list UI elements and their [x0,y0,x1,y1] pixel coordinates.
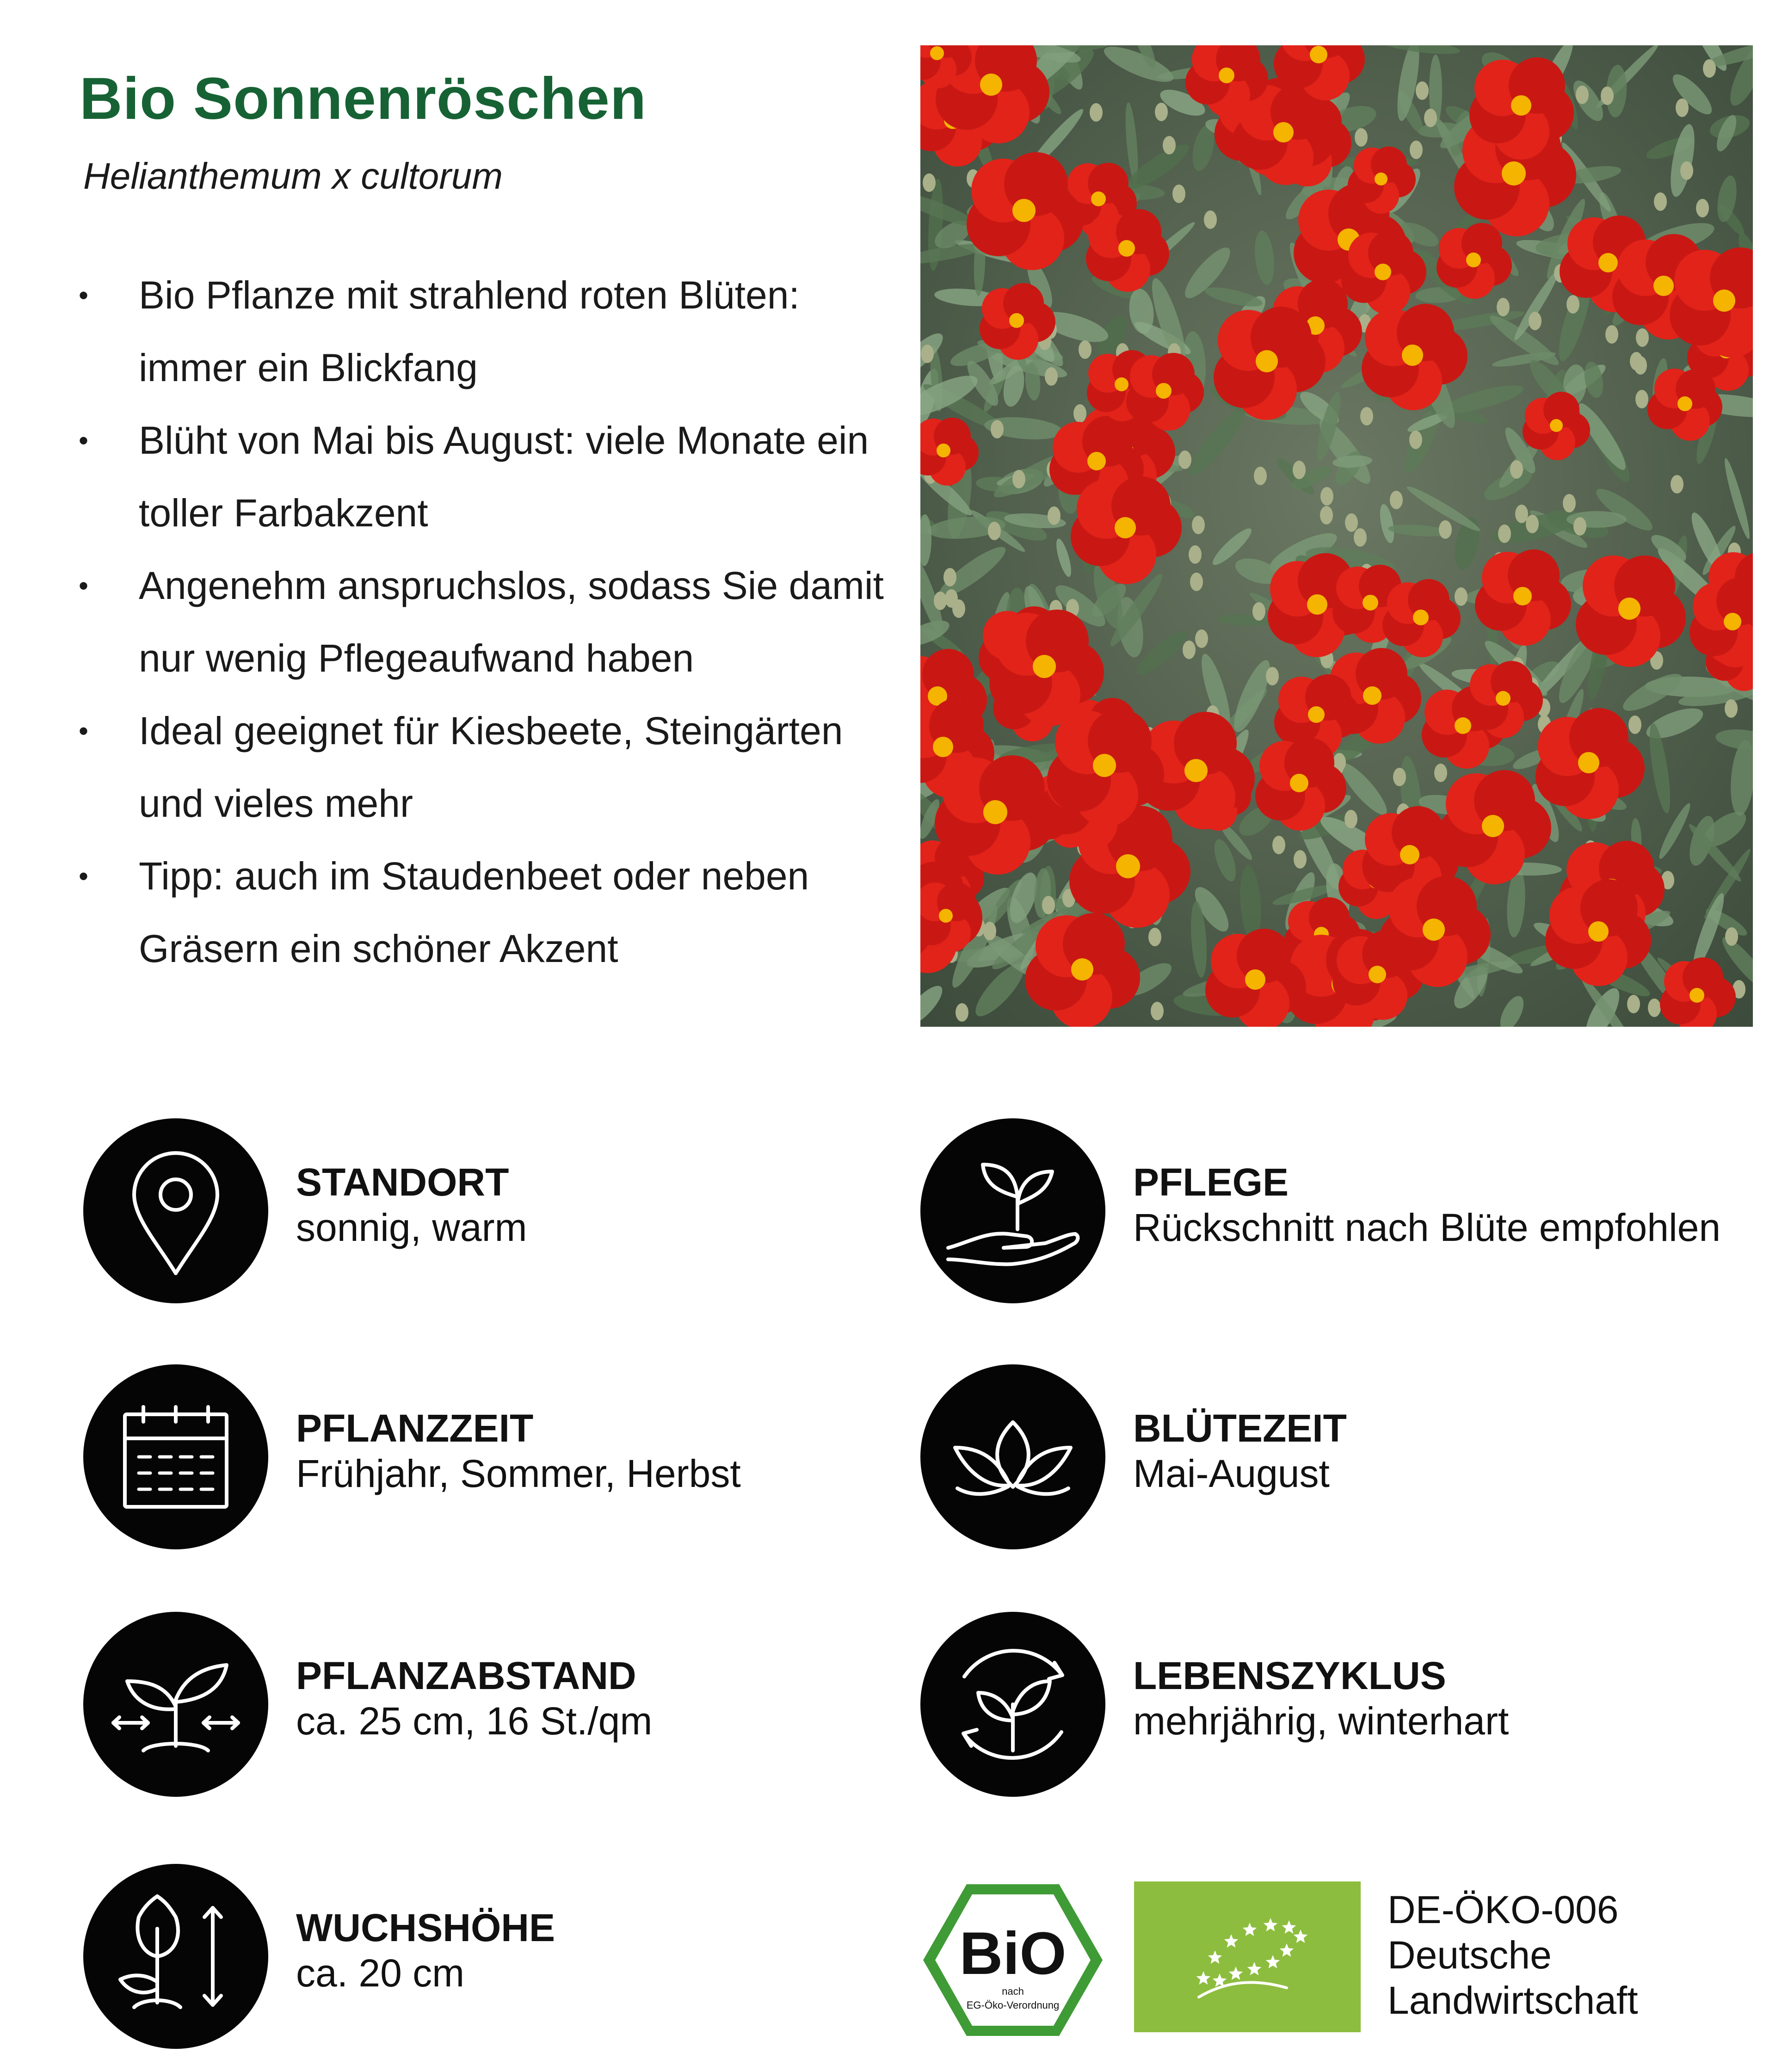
attr-label: PFLANZABSTAND [296,1654,636,1697]
attr-value: ca. 20 cm [296,1951,465,1995]
cert-line2: Deutsche [1388,1933,1552,1977]
attr-label: WUCHSHÖHE [296,1906,555,1949]
attr-pflanzzeit [83,1364,916,1549]
bio-seal-text: BiO [959,1919,1067,1987]
attr-value: Frühjahr, Sommer, Herbst [296,1452,741,1495]
attr-label: PFLANZZEIT [296,1406,534,1450]
bio-seal-sub1: nach [1002,1986,1024,1997]
attr-label: BLÜTEZEIT [1133,1406,1347,1450]
bio-seal-logo [920,1881,1105,2039]
red-flowers-illustration [920,45,1753,1027]
calendar-icon [83,1364,268,1549]
attr-value: mehrjährig, winterhart [1133,1699,1509,1743]
product-title: Bio Sonnenröschen [80,66,647,132]
lotus-flower-icon [920,1364,1105,1549]
attr-pflege [920,1118,1753,1303]
certification-text [1388,1887,1638,2023]
attr-wuchshoehe [83,1864,916,2049]
feature-item: • Tipp: auch im Staudenbeet oder neben Gräsern ein schöner Akzent [79,840,893,985]
attr-label: PFLEGE [1133,1160,1289,1204]
cert-line3: Landwirtschaft [1388,1979,1638,2022]
latin-name: Helianthemum x cultorum [83,155,503,197]
attr-bluetezeit [920,1364,1753,1549]
attr-pflanzabstand [83,1612,916,1797]
plant-height-icon [83,1864,268,2049]
attr-label: LEBENSZYKLUS [1133,1654,1446,1697]
feature-item: • Bio Pflanze mit strahlend roten Blüten: immer ein Blickfang [79,259,893,404]
cert-code: DE-ÖKO-006 [1388,1888,1619,1931]
attr-value: Mai-August [1133,1452,1330,1495]
feature-list [79,259,893,985]
feature-item: • Ideal geeignet für Kiesbeete, Steingärten und vieles mehr [79,695,893,840]
attr-label: STANDORT [296,1160,509,1204]
plant-spacing-icon [83,1612,268,1797]
attr-value: Rückschnitt nach Blüte empfohlen [1133,1206,1721,1249]
plant-cycle-icon [920,1612,1105,1797]
attr-value: ca. 25 cm, 16 St./qm [296,1699,653,1743]
attr-lebenszyklus [920,1612,1753,1797]
product-photo [920,45,1753,1027]
bio-seal-sub2: EG-Öko-Verordnung [966,1999,1060,2011]
seedling-hand-icon [920,1118,1105,1303]
attr-standort [83,1118,916,1303]
eu-organic-leaf-logo [1134,1881,1361,2032]
feature-item: • Blüht von Mai bis August: viele Monate ein toller Farbakzent [79,404,893,549]
location-pin-icon [83,1118,268,1303]
attr-value: sonnig, warm [296,1206,527,1249]
feature-item: • Angenehm anspruchslos, sodass Sie damit nur wenig Pflegeaufwand haben [79,549,893,695]
